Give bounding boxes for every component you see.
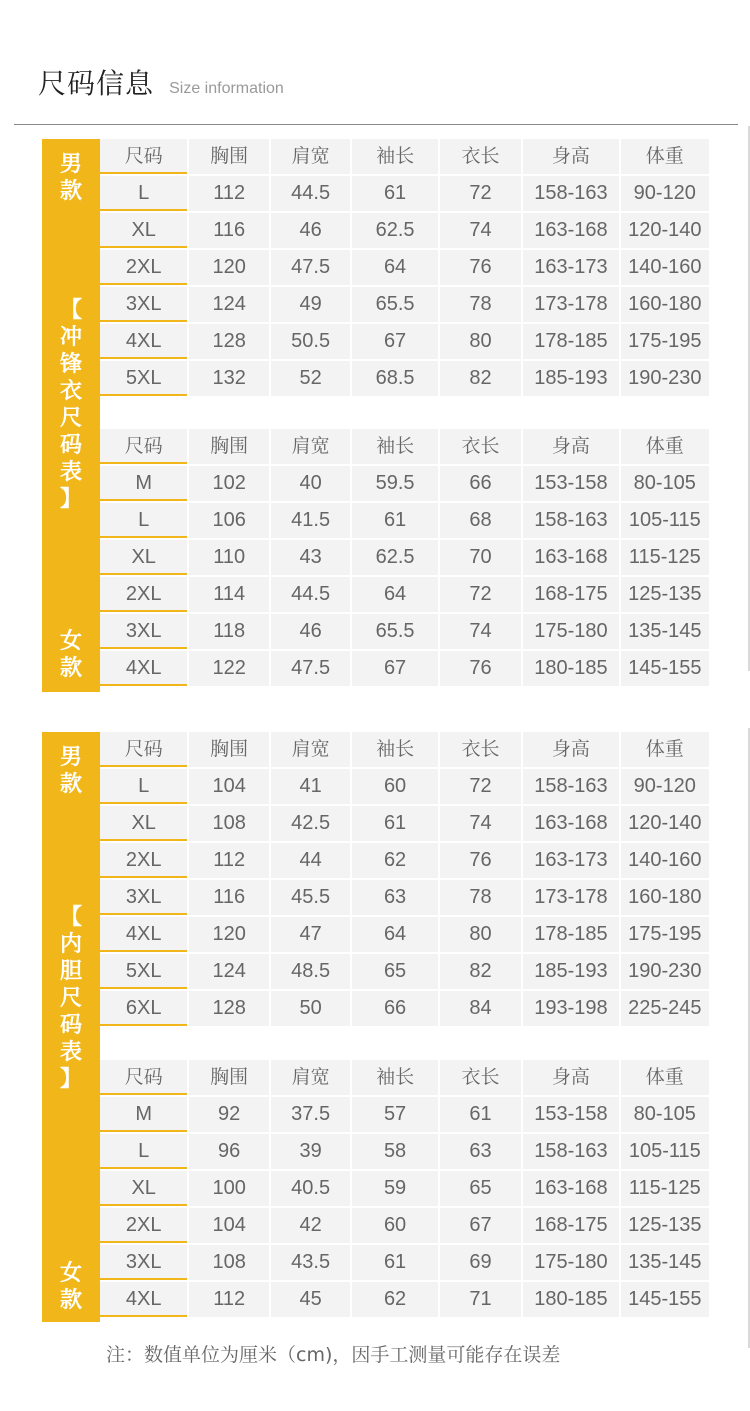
value-cell: 108	[189, 1245, 268, 1280]
label-char: 码	[59, 433, 82, 458]
column-header: 衣长	[440, 429, 521, 464]
column-header: 胸围	[189, 1060, 268, 1095]
value-cell: 63	[440, 1134, 521, 1169]
column-header: 身高	[523, 1060, 618, 1095]
value-cell: 90-120	[621, 176, 709, 211]
value-cell: 145-155	[621, 1282, 709, 1317]
value-cell: 163-168	[523, 540, 618, 575]
size-cell: XL	[100, 806, 187, 841]
value-cell: 47.5	[271, 651, 350, 686]
women-size-table	[100, 429, 709, 688]
section-sidebar	[42, 732, 100, 1322]
value-cell: 115-125	[621, 540, 709, 575]
value-cell: 39	[271, 1134, 350, 1169]
value-cell: 163-173	[523, 250, 618, 285]
column-header: 尺码	[100, 139, 187, 174]
value-cell: 65	[440, 1171, 521, 1206]
value-cell: 68	[440, 503, 521, 538]
value-cell: 173-178	[523, 287, 618, 322]
value-cell: 158-163	[523, 769, 618, 804]
label-char: 冲	[59, 325, 82, 350]
label-char: 码	[59, 1013, 82, 1038]
value-cell: 116	[189, 213, 268, 248]
table-row	[100, 1097, 709, 1134]
table-row	[100, 843, 709, 880]
value-cell: 102	[189, 466, 268, 501]
label-char: 女	[59, 629, 82, 654]
men-size-table	[100, 139, 709, 398]
chart-label	[42, 297, 100, 513]
value-cell: 43.5	[271, 1245, 350, 1280]
label-char: 锋	[59, 352, 82, 377]
column-header: 身高	[523, 732, 618, 767]
value-cell: 163-168	[523, 213, 618, 248]
women-label	[42, 1260, 100, 1314]
table-row	[100, 503, 709, 540]
label-char: 尺	[59, 986, 82, 1011]
table-row	[100, 917, 709, 954]
table-header-row	[100, 139, 709, 176]
value-cell: 78	[440, 287, 521, 322]
men-size-table	[100, 732, 709, 1028]
value-cell: 61	[352, 1245, 437, 1280]
size-cell: 2XL	[100, 1208, 187, 1243]
column-header: 尺码	[100, 732, 187, 767]
value-cell: 135-145	[621, 1245, 709, 1280]
value-cell: 44.5	[271, 176, 350, 211]
value-cell: 82	[440, 954, 521, 989]
label-char: 】	[59, 487, 82, 512]
column-header: 肩宽	[271, 732, 350, 767]
value-cell: 190-230	[621, 361, 709, 396]
value-cell: 45.5	[271, 880, 350, 915]
value-cell: 120-140	[621, 213, 709, 248]
size-cell: 3XL	[100, 287, 187, 322]
table-row	[100, 1134, 709, 1171]
value-cell: 153-158	[523, 466, 618, 501]
value-cell: 82	[440, 361, 521, 396]
column-header: 袖长	[352, 139, 437, 174]
table-row	[100, 806, 709, 843]
section-sidebar	[42, 139, 100, 692]
value-cell: 185-193	[523, 954, 618, 989]
column-header: 身高	[523, 429, 618, 464]
size-cell: L	[100, 769, 187, 804]
value-cell: 48.5	[271, 954, 350, 989]
value-cell: 115-125	[621, 1171, 709, 1206]
table-row	[100, 769, 709, 806]
value-cell: 120	[189, 250, 268, 285]
value-cell: 163-173	[523, 843, 618, 878]
size-cell: 4XL	[100, 1282, 187, 1317]
value-cell: 69	[440, 1245, 521, 1280]
value-cell: 42.5	[271, 806, 350, 841]
column-header: 袖长	[352, 429, 437, 464]
value-cell: 67	[352, 651, 437, 686]
label-char: 款	[59, 179, 82, 204]
size-cell: XL	[100, 540, 187, 575]
value-cell: 68.5	[352, 361, 437, 396]
column-header: 胸围	[189, 732, 268, 767]
table-row	[100, 466, 709, 503]
size-cell: 5XL	[100, 954, 187, 989]
label-char: 男	[59, 152, 82, 177]
value-cell: 190-230	[621, 954, 709, 989]
table-row	[100, 176, 709, 213]
size-cell: 4XL	[100, 324, 187, 359]
value-cell: 72	[440, 577, 521, 612]
women-size-table	[100, 1060, 709, 1319]
column-header: 体重	[621, 1060, 709, 1095]
value-cell: 78	[440, 880, 521, 915]
value-cell: 140-160	[621, 843, 709, 878]
value-cell: 153-158	[523, 1097, 618, 1132]
header-divider	[14, 124, 738, 125]
value-cell: 62	[352, 1282, 437, 1317]
value-cell: 66	[352, 991, 437, 1026]
label-char: 表	[59, 460, 82, 485]
page-subtitle: Size information	[169, 80, 284, 97]
value-cell: 76	[440, 250, 521, 285]
value-cell: 105-115	[621, 1134, 709, 1169]
value-cell: 63	[352, 880, 437, 915]
column-header: 体重	[621, 139, 709, 174]
value-cell: 180-185	[523, 651, 618, 686]
value-cell: 65.5	[352, 287, 437, 322]
table-row	[100, 614, 709, 651]
value-cell: 160-180	[621, 287, 709, 322]
value-cell: 225-245	[621, 991, 709, 1026]
label-char: 款	[59, 1288, 82, 1313]
size-cell: 2XL	[100, 250, 187, 285]
value-cell: 140-160	[621, 250, 709, 285]
size-cell: 4XL	[100, 651, 187, 686]
value-cell: 52	[271, 361, 350, 396]
table-row	[100, 991, 709, 1028]
size-cell: L	[100, 1134, 187, 1169]
value-cell: 57	[352, 1097, 437, 1132]
value-cell: 61	[352, 503, 437, 538]
value-cell: 178-185	[523, 917, 618, 952]
value-cell: 173-178	[523, 880, 618, 915]
measurement-note: 注：数值单位为厘米（cm)，因手工测量可能存在误差	[106, 1344, 561, 1366]
value-cell: 59.5	[352, 466, 437, 501]
value-cell: 125-135	[621, 577, 709, 612]
column-header: 肩宽	[271, 429, 350, 464]
value-cell: 61	[352, 806, 437, 841]
value-cell: 168-175	[523, 577, 618, 612]
value-cell: 100	[189, 1171, 268, 1206]
label-char: 【	[59, 905, 82, 930]
table-row	[100, 880, 709, 917]
size-cell: XL	[100, 1171, 187, 1206]
value-cell: 104	[189, 1208, 268, 1243]
value-cell: 193-198	[523, 991, 618, 1026]
value-cell: 76	[440, 843, 521, 878]
size-cell: 2XL	[100, 843, 187, 878]
value-cell: 124	[189, 954, 268, 989]
value-cell: 108	[189, 806, 268, 841]
value-cell: 47.5	[271, 250, 350, 285]
table-row	[100, 954, 709, 991]
value-cell: 72	[440, 176, 521, 211]
value-cell: 64	[352, 917, 437, 952]
value-cell: 118	[189, 614, 268, 649]
value-cell: 74	[440, 806, 521, 841]
column-header: 衣长	[440, 732, 521, 767]
value-cell: 80	[440, 324, 521, 359]
value-cell: 62.5	[352, 213, 437, 248]
value-cell: 47	[271, 917, 350, 952]
value-cell: 41.5	[271, 503, 350, 538]
column-header: 袖长	[352, 1060, 437, 1095]
value-cell: 45	[271, 1282, 350, 1317]
value-cell: 61	[352, 176, 437, 211]
label-char: 男	[59, 745, 82, 770]
value-cell: 175-180	[523, 1245, 618, 1280]
column-header: 尺码	[100, 1060, 187, 1095]
table-row	[100, 250, 709, 287]
value-cell: 80-105	[621, 1097, 709, 1132]
table-row	[100, 1282, 709, 1319]
size-cell: 3XL	[100, 614, 187, 649]
value-cell: 70	[440, 540, 521, 575]
table-header-row	[100, 732, 709, 769]
value-cell: 116	[189, 880, 268, 915]
value-cell: 175-180	[523, 614, 618, 649]
label-char: 尺	[59, 406, 82, 431]
value-cell: 46	[271, 614, 350, 649]
value-cell: 110	[189, 540, 268, 575]
label-char: 女	[59, 1261, 82, 1286]
size-cell: M	[100, 466, 187, 501]
value-cell: 65.5	[352, 614, 437, 649]
chart-label	[42, 904, 100, 1093]
table-row	[100, 213, 709, 250]
value-cell: 135-145	[621, 614, 709, 649]
value-cell: 64	[352, 577, 437, 612]
value-cell: 60	[352, 1208, 437, 1243]
value-cell: 96	[189, 1134, 268, 1169]
value-cell: 112	[189, 1282, 268, 1317]
value-cell: 72	[440, 769, 521, 804]
label-char: 衣	[59, 379, 82, 404]
size-cell: L	[100, 503, 187, 538]
value-cell: 132	[189, 361, 268, 396]
jacket-size-section	[42, 139, 709, 692]
value-cell: 124	[189, 287, 268, 322]
value-cell: 180-185	[523, 1282, 618, 1317]
value-cell: 84	[440, 991, 521, 1026]
value-cell: 58	[352, 1134, 437, 1169]
value-cell: 40	[271, 466, 350, 501]
column-header: 尺码	[100, 429, 187, 464]
column-header: 胸围	[189, 139, 268, 174]
value-cell: 64	[352, 250, 437, 285]
value-cell: 120-140	[621, 806, 709, 841]
value-cell: 66	[440, 466, 521, 501]
value-cell: 80	[440, 917, 521, 952]
value-cell: 158-163	[523, 1134, 618, 1169]
value-cell: 76	[440, 651, 521, 686]
value-cell: 74	[440, 614, 521, 649]
value-cell: 125-135	[621, 1208, 709, 1243]
size-cell: M	[100, 1097, 187, 1132]
size-cell: XL	[100, 213, 187, 248]
table-row	[100, 324, 709, 361]
table-row	[100, 577, 709, 614]
value-cell: 104	[189, 769, 268, 804]
column-header: 身高	[523, 139, 618, 174]
value-cell: 44.5	[271, 577, 350, 612]
table-row	[100, 361, 709, 398]
table-row	[100, 1171, 709, 1208]
value-cell: 67	[440, 1208, 521, 1243]
value-cell: 61	[440, 1097, 521, 1132]
value-cell: 74	[440, 213, 521, 248]
table-row	[100, 1208, 709, 1245]
value-cell: 59	[352, 1171, 437, 1206]
value-cell: 163-168	[523, 806, 618, 841]
value-cell: 112	[189, 843, 268, 878]
size-cell: 5XL	[100, 361, 187, 396]
value-cell: 90-120	[621, 769, 709, 804]
column-header: 体重	[621, 429, 709, 464]
value-cell: 65	[352, 954, 437, 989]
value-cell: 128	[189, 324, 268, 359]
value-cell: 46	[271, 213, 350, 248]
size-cell: 4XL	[100, 917, 187, 952]
table-row	[100, 1245, 709, 1282]
value-cell: 163-168	[523, 1171, 618, 1206]
value-cell: 43	[271, 540, 350, 575]
value-cell: 178-185	[523, 324, 618, 359]
men-label	[42, 151, 100, 205]
column-header: 肩宽	[271, 1060, 350, 1095]
label-char: 【	[59, 298, 82, 323]
page-header	[38, 62, 284, 102]
value-cell: 175-195	[621, 324, 709, 359]
value-cell: 114	[189, 577, 268, 612]
value-cell: 37.5	[271, 1097, 350, 1132]
size-cell: 6XL	[100, 991, 187, 1026]
size-cell: L	[100, 176, 187, 211]
value-cell: 40.5	[271, 1171, 350, 1206]
value-cell: 145-155	[621, 651, 709, 686]
table-row	[100, 287, 709, 324]
label-char: 内	[59, 932, 82, 957]
table-header-row	[100, 1060, 709, 1097]
value-cell: 158-163	[523, 176, 618, 211]
column-header: 衣长	[440, 1060, 521, 1095]
liner-size-section	[42, 732, 709, 1322]
label-char: 】	[59, 1067, 82, 1092]
value-cell: 49	[271, 287, 350, 322]
value-cell: 92	[189, 1097, 268, 1132]
table-row	[100, 540, 709, 577]
value-cell: 175-195	[621, 917, 709, 952]
value-cell: 60	[352, 769, 437, 804]
label-char: 款	[59, 772, 82, 797]
value-cell: 112	[189, 176, 268, 211]
table-header-row	[100, 429, 709, 466]
value-cell: 67	[352, 324, 437, 359]
value-cell: 120	[189, 917, 268, 952]
value-cell: 44	[271, 843, 350, 878]
size-cell: 3XL	[100, 1245, 187, 1280]
column-header: 体重	[621, 732, 709, 767]
table-row	[100, 651, 709, 688]
value-cell: 106	[189, 503, 268, 538]
value-cell: 105-115	[621, 503, 709, 538]
men-label	[42, 744, 100, 798]
column-header: 肩宽	[271, 139, 350, 174]
value-cell: 160-180	[621, 880, 709, 915]
value-cell: 62.5	[352, 540, 437, 575]
page-title: 尺码信息	[38, 67, 155, 100]
value-cell: 122	[189, 651, 268, 686]
value-cell: 71	[440, 1282, 521, 1317]
size-cell: 2XL	[100, 577, 187, 612]
value-cell: 128	[189, 991, 268, 1026]
value-cell: 50.5	[271, 324, 350, 359]
women-label	[42, 628, 100, 682]
value-cell: 41	[271, 769, 350, 804]
column-header: 衣长	[440, 139, 521, 174]
value-cell: 80-105	[621, 466, 709, 501]
column-header: 胸围	[189, 429, 268, 464]
value-cell: 168-175	[523, 1208, 618, 1243]
value-cell: 158-163	[523, 503, 618, 538]
label-char: 款	[59, 656, 82, 681]
label-char: 胆	[59, 959, 82, 984]
column-header: 袖长	[352, 732, 437, 767]
size-cell: 3XL	[100, 880, 187, 915]
value-cell: 42	[271, 1208, 350, 1243]
value-cell: 62	[352, 843, 437, 878]
value-cell: 185-193	[523, 361, 618, 396]
label-char: 表	[59, 1040, 82, 1065]
value-cell: 50	[271, 991, 350, 1026]
